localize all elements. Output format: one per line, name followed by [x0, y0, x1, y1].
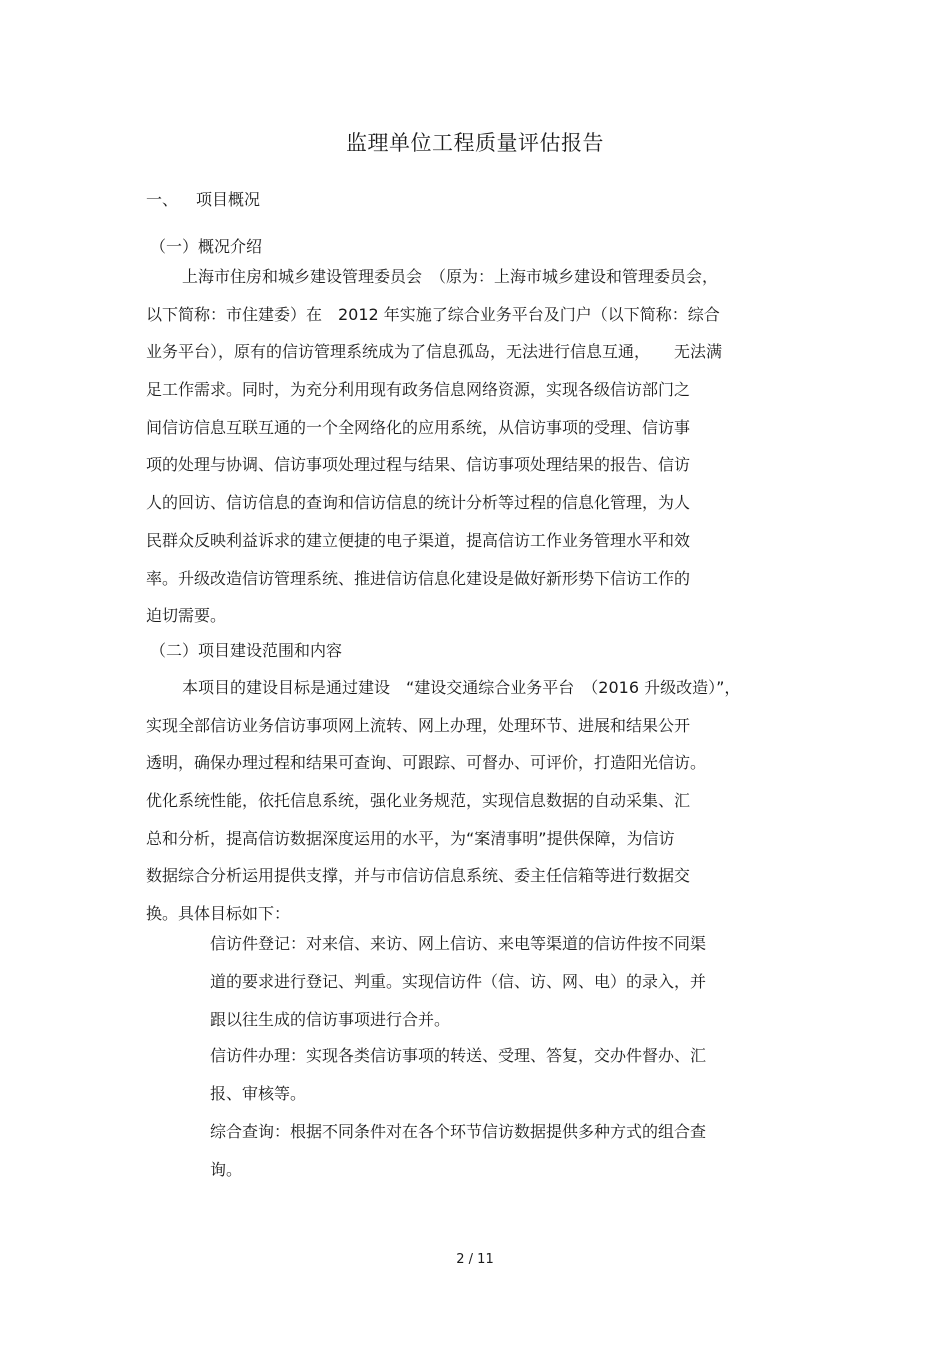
paragraph-overview-intro: [146, 258, 806, 635]
paragraph-line: 以下简称：市住建委）在 2012 年实施了综合业务平台及门户（以下简称：综合: [146, 304, 720, 324]
paragraph-line: 项的处理与协调、信访事项处理过程与结果、信访事项处理结果的报告、信访: [146, 455, 691, 475]
paragraph-line: 本项目的建设目标是通过建设 “建设交通综合业务平台 （2016 升级改造）”，: [182, 678, 741, 697]
goal-item-handling: [210, 1037, 790, 1113]
goal-item-line: 道的要求进行登记、判重。实现信访件（信、访、网、电）的录入，并: [210, 972, 707, 991]
page-number: 2 / 11: [456, 1252, 494, 1267]
goal-item-query: [210, 1113, 790, 1189]
section-number: 一、: [146, 190, 179, 209]
goal-item-line: 信访件办理：实现各类信访事项的转送、受理、答复，交办件督办、汇: [210, 1046, 707, 1065]
goal-item-line: 跟以往生成的信访事项进行合并。: [210, 1010, 451, 1029]
paragraph-line: 数据综合分析运用提供支撑，并与市信访信息系统、委主任信箱等进行数据交: [146, 866, 691, 886]
paragraph-line: 率。升级改造信访管理系统、推进信访信息化建设是做好新形势下信访工作的: [146, 568, 691, 588]
paragraph-construction-scope: [146, 669, 806, 933]
document-title: 监理单位工程质量评估报告: [346, 131, 604, 155]
goal-item-line: 报、审核等。: [210, 1084, 307, 1103]
paragraph-line: 间信访信息互联互通的一个全网络化的应用系统，从信访事项的受理、信访事: [146, 417, 691, 437]
paragraph-line: 人的回访、信访信息的查询和信访信息的统计分析等过程的信息化管理，为人: [146, 493, 691, 513]
paragraph-line: 透明，确保办理过程和结果可查询、可跟踪、可督办、可评价，打造阳光信访。: [146, 753, 707, 773]
paragraph-line: 换。具体目标如下：: [146, 904, 291, 924]
paragraph-line: 民群众反映利益诉求的建立便捷的电子渠道，提高信访工作业务管理水平和效: [146, 530, 691, 550]
section-heading-project-overview: [146, 186, 260, 214]
goal-item-registration: [210, 925, 790, 1039]
paragraph-line: 实现全部信访业务信访事项网上流转、网上办理，处理环节、进展和结果公开: [146, 715, 691, 735]
paragraph-line: 业务平台），原有的信访管理系统成为了信息孤岛，无法进行信息互通， 无法满: [146, 342, 723, 362]
paragraph-line: 上海市住房和城乡建设管理委员会 （原为：上海市城乡建设和管理委员会，: [182, 267, 719, 286]
paragraph-line: 迫切需要。: [146, 606, 227, 626]
paragraph-line: 优化系统性能，依托信息系统，强化业务规范，实现信息数据的自动采集、汇: [146, 791, 691, 811]
paragraph-line: 足工作需求。同时，为充分利用现有政务信息网络资源，实现各级信访部门之: [146, 380, 691, 400]
goal-item-line: 信访件登记：对来信、来访、网上信访、来电等渠道的信访件按不同渠: [210, 934, 707, 953]
goal-item-line: 综合查询：根据不同条件对在各个环节信访数据提供多种方式的组合查: [210, 1122, 707, 1141]
goal-item-line: 询。: [210, 1160, 243, 1179]
sub-heading-overview-intro: （一）概况介绍: [150, 237, 263, 256]
paragraph-line: 总和分析，提高信访数据深度运用的水平，为“案清事明”提供保障，为信访: [146, 828, 675, 848]
section-title: 项目概况: [196, 190, 261, 209]
sub-heading-construction-scope: （二）项目建设范围和内容: [150, 641, 343, 660]
